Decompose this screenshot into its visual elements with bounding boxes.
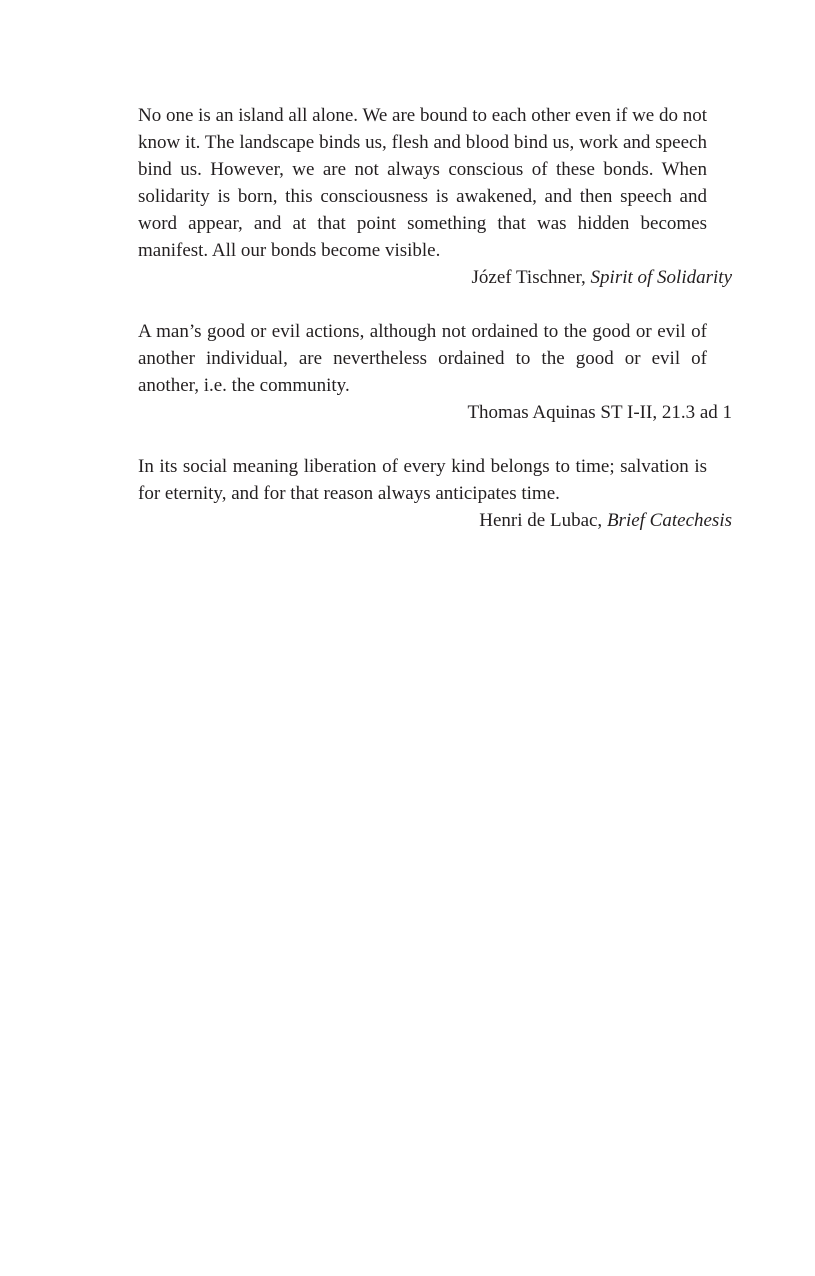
epigraph-attribution	[138, 264, 732, 291]
epigraph-aquinas	[138, 318, 732, 426]
epigraph-quote: No one is an island all alone. We are bound to each other even if we do not know it. The landscape binds us, flesh and blood bind us, work and speech bind us. However, we are not always conscious of these bonds. When solidarity is born, this consciousness is awakened, and then speech and word appear, and at that point something that was hidden becomes manifest. All our bonds become visible.	[138, 105, 707, 261]
attribution-work-title: Brief Catechesis	[606, 510, 732, 531]
epigraph-page	[138, 102, 732, 561]
epigraph-tischner	[138, 102, 732, 291]
epigraph-attribution	[138, 507, 732, 534]
epigraph-quote: In its social meaning liberation of every kind belongs to time; salvation is for eternity, and for that reason always anticipates time.	[138, 456, 707, 504]
attribution-author: Thomas Aquinas ST I-II, 21.3 ad 1	[467, 402, 732, 423]
attribution-work-title: Spirit of Solidarity	[590, 267, 732, 288]
epigraph-quote: A man’s good or evil actions, although not ordained to the good or evil of another individual, are nevertheless ordained to the good or evil of another, i.e. the community.	[138, 321, 707, 396]
attribution-author: Henri de Lubac,	[479, 510, 607, 531]
epigraph-attribution	[138, 399, 732, 426]
attribution-author: Józef Tischner,	[471, 267, 591, 288]
epigraph-de-lubac	[138, 453, 732, 534]
